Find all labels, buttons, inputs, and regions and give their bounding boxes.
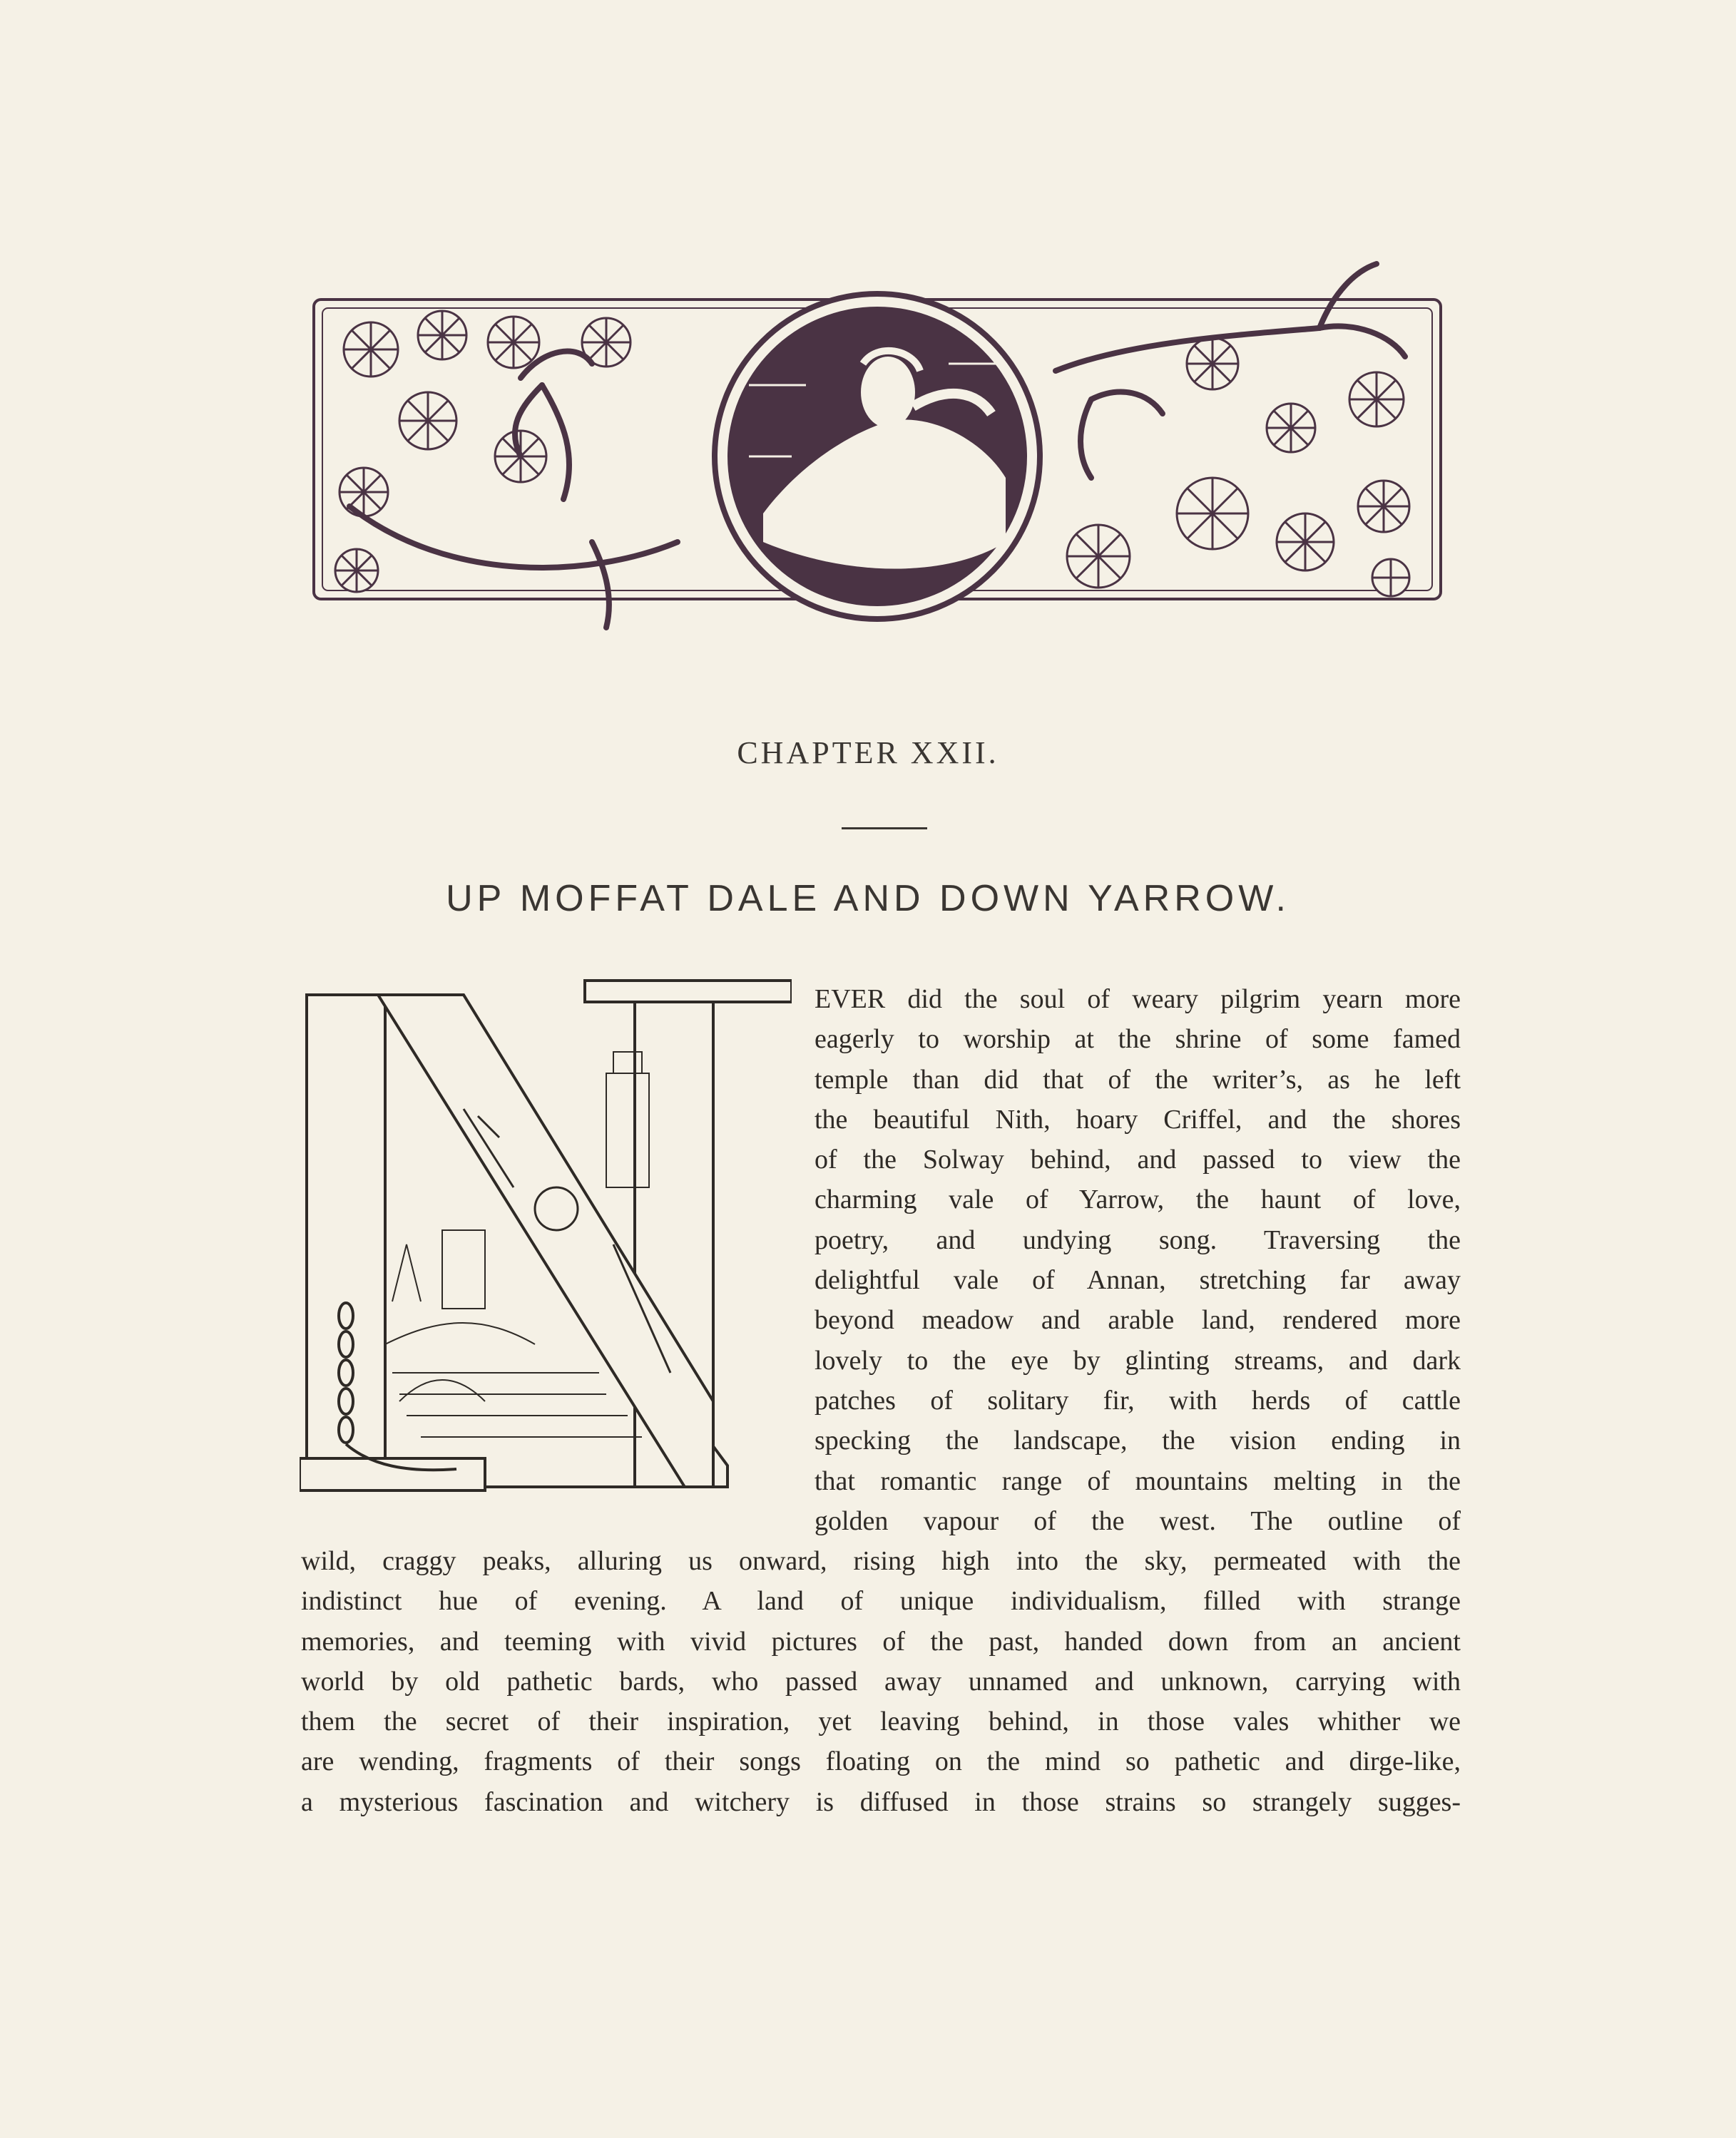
ornamental-n-icon: [300, 973, 792, 1498]
header-ornament: [307, 242, 1448, 642]
text-line: temple than did that of the writer’s, as he left: [815, 1064, 1461, 1095]
text-line: that romantic range of mountains melting in the: [815, 1466, 1461, 1496]
text-line: the beautiful Nith, hoary Criffel, and the shores: [815, 1104, 1461, 1135]
text-line: of the Solway behind, and passed to view the: [815, 1145, 1461, 1175]
text-line: wild, craggy peaks, alluring us onward, rising high into the sky, permeated with the: [301, 1546, 1461, 1576]
chapter-title: UP MOFFAT DALE AND DOWN YARROW.: [446, 878, 1290, 919]
text-line: world by old pathetic bards, who passed away unnamed and unknown, carrying with: [301, 1666, 1461, 1697]
text-line: specking the landscape, the vision ending in: [815, 1426, 1461, 1456]
text-line: charming vale of Yarrow, the haunt of love,: [815, 1185, 1461, 1215]
chapter-heading: CHAPTER XXII.: [737, 735, 999, 770]
text-line: lovely to the eye by glinting streams, and dark: [815, 1345, 1461, 1376]
text-line: memories, and teeming with vivid pictures of the past, handed down from an ancient: [301, 1626, 1461, 1657]
text-line: poetry, and undying song. Traversing the: [815, 1224, 1461, 1255]
text-line: patches of solitary fir, with herds of cattle: [815, 1385, 1461, 1416]
text-line: EVER did the soul of weary pilgrim yearn more: [815, 984, 1461, 1014]
chapter-divider: [842, 827, 927, 829]
text-line: indistinct hue of evening. A land of unique individualism, filled with strange: [301, 1586, 1461, 1617]
text-line: golden vapour of the west. The outline of: [815, 1505, 1461, 1536]
text-line: eagerly to worship at the shrine of some famed: [815, 1024, 1461, 1055]
text-line: them the secret of their inspiration, yet leaving behind, in those vales whither we: [301, 1707, 1461, 1737]
text-line: are wending, fragments of their songs floating on the mind so pathetic and dirge-like,: [301, 1746, 1461, 1777]
text-line: beyond meadow and arable land, rendered more: [815, 1305, 1461, 1336]
text-line: a mysterious fascination and witchery is diffused in those strains so strangely sugges-: [301, 1786, 1461, 1817]
body-text-full-width: [301, 1541, 1461, 1822]
dropcap-illustration: [300, 973, 792, 1498]
body-text-beside-dropcap: [815, 979, 1461, 1541]
text-line: delightful vale of Annan, stretching far away: [815, 1265, 1461, 1296]
floral-banner-illustration: [307, 242, 1448, 642]
